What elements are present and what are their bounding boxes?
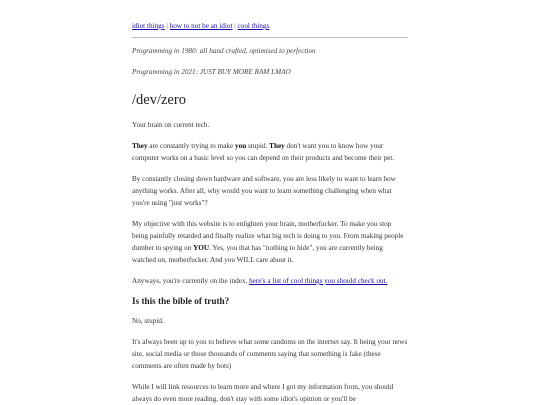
bold-you: you xyxy=(235,142,247,150)
top-nav xyxy=(132,22,408,31)
intro-paragraph: Your brain on current tech. xyxy=(132,121,210,129)
nav-link-how-to-not-be-an-idiot[interactable]: how to not be an idiot xyxy=(169,22,233,30)
page-content xyxy=(132,0,408,405)
bold-you-caps: YOU xyxy=(193,244,210,252)
bold-they: They xyxy=(269,142,285,150)
paragraph-index: Anyways, you're currently on the index, here's a list of cool things you should check out. xyxy=(132,277,388,285)
nav-link-idiot-things[interactable]: idiot things xyxy=(132,22,165,30)
quote-1980: Programming in 1980: all hand crafted, optimised to perfection xyxy=(132,47,316,55)
quote-2021: Programming in 2021: JUST BUY MORE RAM LMAO xyxy=(132,68,291,76)
section-heading: Is this the bible of truth? xyxy=(132,296,230,306)
paragraph-no-stupid: No, stupid. xyxy=(132,317,164,325)
paragraph-closing-down: By constantly closing down hardware and software, you are less likely to want to learn how anything works. After all, why would you want to learn something challenging when what you're using "just works"? xyxy=(132,175,396,207)
nav-link-cool-things[interactable]: cool things xyxy=(237,22,270,30)
divider xyxy=(132,37,408,38)
bold-they: They xyxy=(132,142,148,150)
nav-separator: | xyxy=(234,22,236,30)
nav-separator: | xyxy=(166,22,168,30)
paragraph-objective: My objective with this website is to enlighten your brain, motherfucker. To make you stop being painfully retarded and finally realize what big tech is doing to you. From making people dumber to spying on YOU. Yes, you that has "nothing to hide", you are currently being watched on, motherfucker. And you WILL care about it. xyxy=(132,220,404,264)
cool-things-link[interactable]: here's a list of cool things you should check out. xyxy=(249,277,388,285)
paragraph-believe: It's always been up to you to believe what some randoms on the internet say. It being your news site, social media or those thousands of comments saying that something is fake (these comments are often made by bots) xyxy=(132,338,408,370)
paragraph-resources: While I will link resources to learn more and where I got my information from, you should always do even more reading, don't stay with some idiot's opinion or you'll be xyxy=(132,383,394,403)
paragraph-they-stupid: They are constantly trying to make you stupid. They don't want you to know how your computer works on a basic level so you can depend on their products and become their pet. xyxy=(132,142,395,162)
page-title: /dev/zero xyxy=(132,92,186,108)
